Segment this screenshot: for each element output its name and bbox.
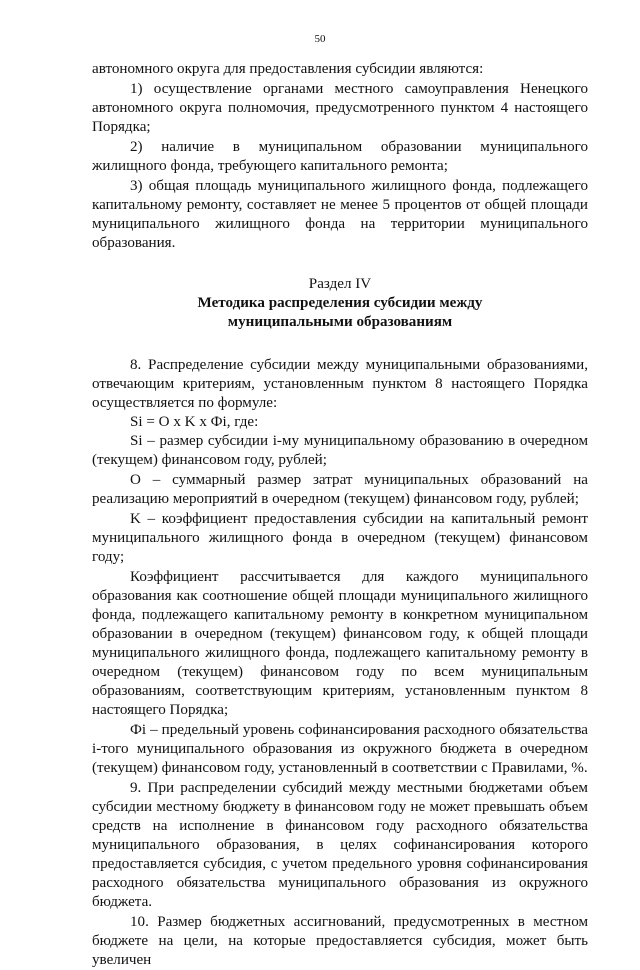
document-body (92, 60, 588, 970)
formula: Si = O x K x Фi, где: (130, 414, 259, 430)
section-title-line-2: муниципальными образованиям (227, 314, 453, 330)
section-heading (92, 275, 588, 332)
paragraph-criterion-1: 1) осуществление органами местного самоуправления Ненецкого автономного округа полномочия, предусмотренного пунктом 4 настоящего Порядка; (92, 81, 588, 135)
paragraph-def-o: О – суммарный размер затрат муниципальных образований на реализацию мероприятий в очередном (текущем) финансовом году, рублей; (92, 472, 588, 507)
paragraph-def-si: Si – размер субсидии i-му муниципальному образованию в очередном (текущем) финансовом году, рублей; (92, 433, 588, 468)
paragraph-intro-continuation: автономного округа для предоставления субсидии являются: (92, 61, 484, 77)
section-label: Раздел IV (308, 276, 372, 292)
paragraph-criterion-3: 3) общая площадь муниципального жилищного фонда, подлежащего капитальному ремонту, составляет не менее 5 процентов от общей площади муниципального жилищного фонда на территории муниципального образования. (92, 178, 588, 251)
paragraph-def-fi: Фi – предельный уровень софинансирования расходного обязательства i-того муниципального образования из окружного бюджета в очередном (текущем) финансовом году, установленный в соответствии с Правилами, %. (92, 722, 588, 776)
paragraph-9: 9. При распределении субсидий между местными бюджетами объем субсидии местному бюджету в финансовом году не может превышать объем средств на исполнение в финансовом году расходного обязательства муниципального образования, в целях софинансирования которого предоставляется субсидия, с учетом предельного уровня софинансирования расходного обязательства муниципального образования из окружного бюджета. (92, 780, 588, 910)
paragraph-10: 10. Размер бюджетных ассигнований, предусмотренных в местном бюджете на цели, на которые предоставляется субсидия, может быть увеличен (92, 914, 588, 968)
paragraph-8: 8. Распределение субсидии между муниципальными образованиями, отвечающим критериям, установленным пунктом 8 настоящего Порядка осуществляется по формуле: (92, 357, 588, 411)
paragraph-criterion-2: 2) наличие в муниципальном образовании муниципального жилищного фонда, требующего капитального ремонта; (92, 139, 588, 174)
section-title-line-1: Методика распределения субсидии между (197, 295, 483, 311)
paragraph-def-k: K – коэффициент предоставления субсидии на капитальный ремонт муниципального жилищного фонда в очередном (текущем) финансовом году; (92, 511, 588, 565)
paragraph-coefficient: Коэффициент рассчитывается для каждого муниципального образования как соотношение общей площади муниципального жилищного фонда, подлежащего капитальному ремонту в конкретном муниципальном образовании в очередном (текущем) финансовом году, к общей площади муниципального жилищного фонда, подлежащего капитальному ремонту в очередном (текущем) финансовом году по всем муниципальным образованиям, соответствующим критериям, установленным пунктом 8 настоящего Порядка; (92, 569, 588, 718)
page-number: 50 (314, 33, 326, 45)
